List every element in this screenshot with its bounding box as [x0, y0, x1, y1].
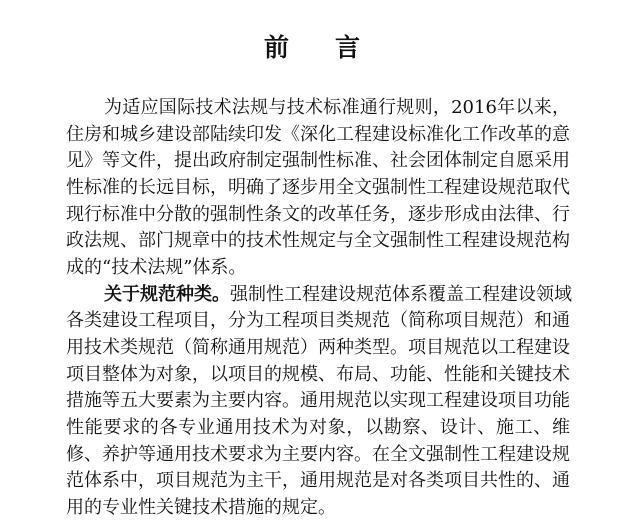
paragraph-2-line: 项目整体为对象，以项目的规模、布局、功能、性能和关键技术 — [66, 364, 570, 385]
paragraph-2-first-line — [104, 283, 570, 307]
paragraph-2-line: 措施等五大要素为主要内容。通用规范以实现工程建设项目功能 — [66, 390, 570, 411]
paragraph-2-line: 各类建设工程项目，分为工程项目类规范（简称项目规范）和通 — [66, 310, 570, 331]
paragraph-2-lead: 关于规范种类。 — [104, 284, 230, 305]
paragraph-1-line: 成的“技术法规”体系。 — [66, 257, 247, 278]
paragraph-2-line: 用的专业性关键技术措施的规定。 — [66, 497, 336, 518]
paragraph-1-line: 政法规、部门规章中的技术性规定与全文强制性工程建设规范构 — [66, 230, 570, 251]
paragraph-1-line: 住房和城乡建设部陆续印发《深化工程建设标准化工作改革的意 — [66, 124, 570, 145]
paragraph-1-line: 为适应国际技术法规与技术标准通行规则，2016年以来， — [104, 97, 570, 118]
paragraph-2-line: 修、养护等通用技术要求为主要内容。在全文强制性工程建设规 — [66, 444, 570, 465]
page-title: 前言 — [263, 33, 406, 62]
paragraph-1-line: 现行标准中分散的强制性条文的改革任务，逐步形成由法律、行 — [66, 204, 570, 225]
paragraph-2-line: 范体系中，项目规范为主干，通用规范是对各类项目共性的、通 — [66, 470, 570, 491]
paragraph-2-line: 用技术类规范（简称通用规范）两种类型。项目规范以工程建设 — [66, 337, 570, 358]
paragraph-2-line: 性能要求的各专业通用技术为对象，以勘察、设计、施工、维 — [66, 417, 570, 438]
paragraph-1-line: 性标准的长远目标，明确了逐步用全文强制性工程建设规范取代 — [66, 177, 570, 198]
paragraph-2-first-line-rest: 强制性工程建设规范体系覆盖工程建设领域 — [230, 284, 572, 305]
paragraph-1-line: 见》等文件，提出政府制定强制性标准、社会团体制定自愿采用 — [66, 150, 570, 171]
